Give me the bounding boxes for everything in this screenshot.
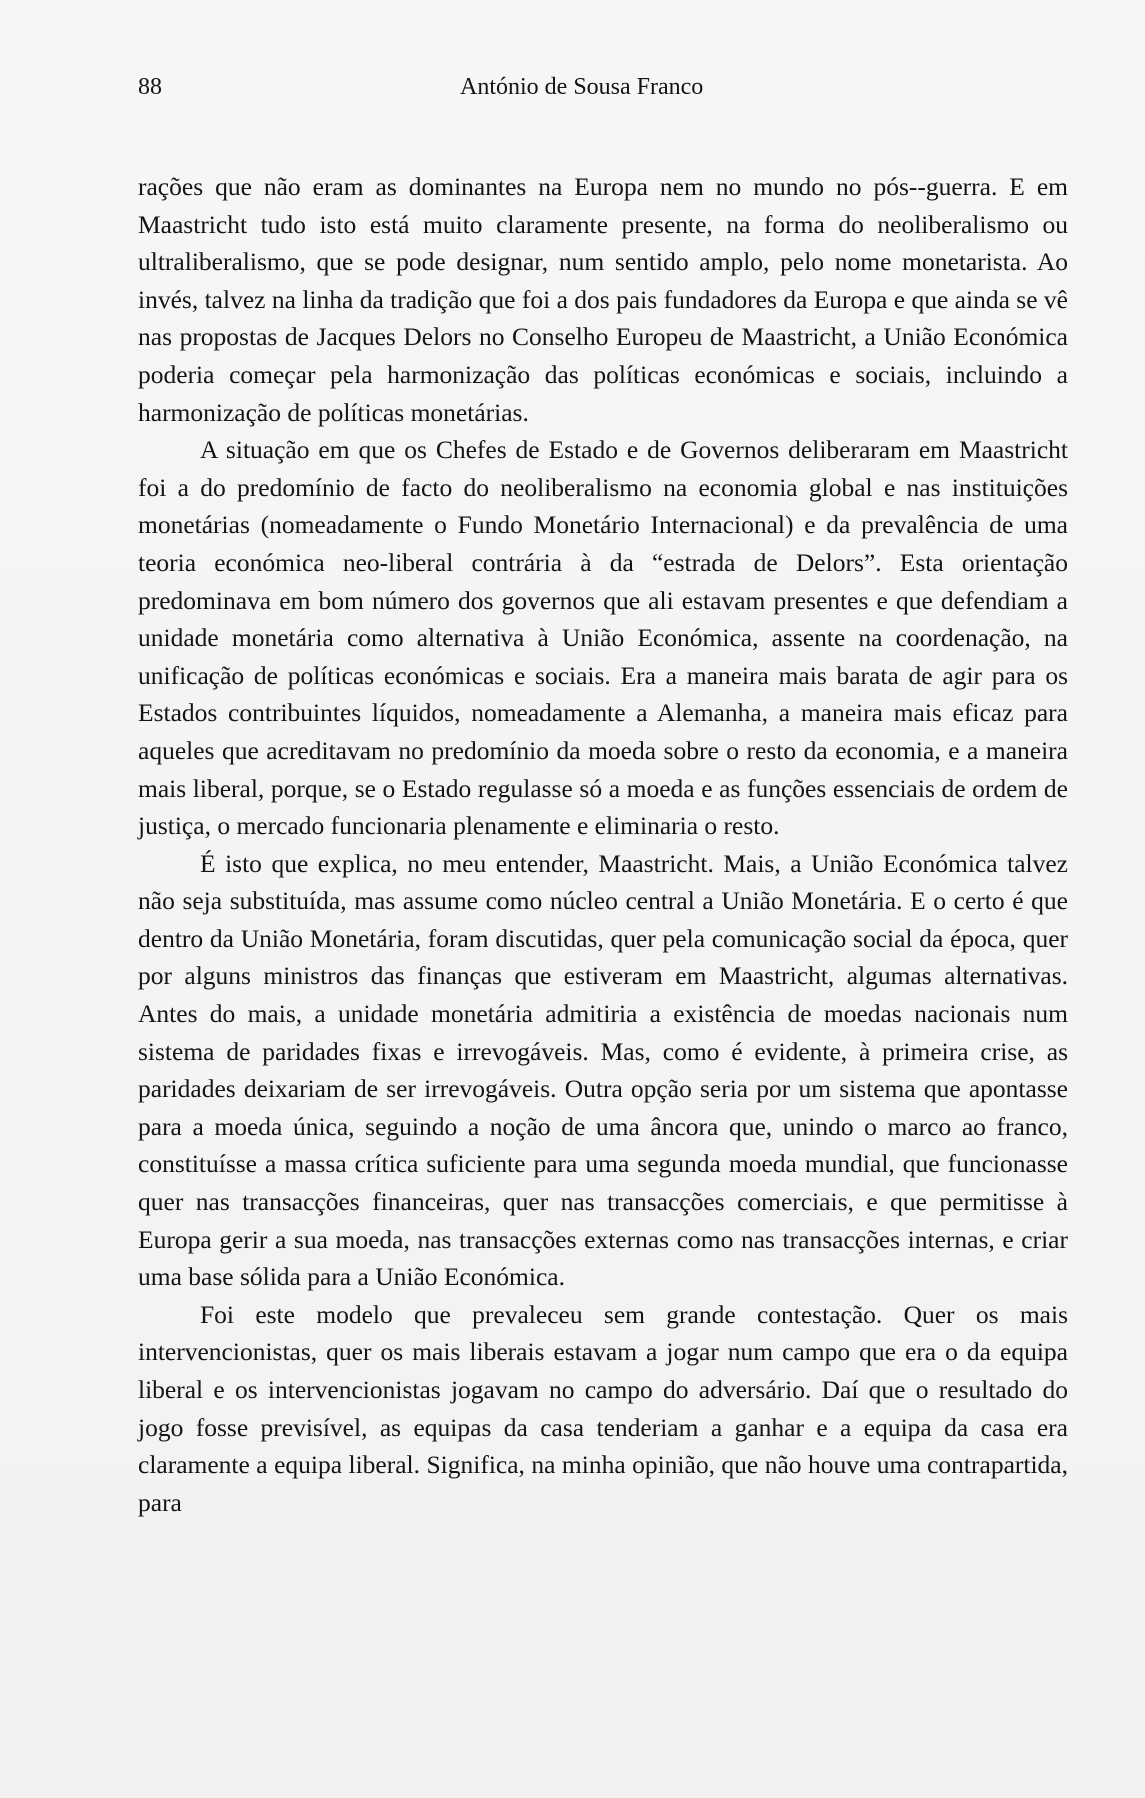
body-text [138,168,1068,1521]
paragraph-1: rações que não eram as dominantes na Europa nem no mundo no pós--guerra. E em Maastricht tudo isto está muito claramente presente, na forma do neoliberalismo ou ultraliberalismo, que se pode designar, num sentido amplo, pelo nome monetarista. Ao invés, talvez na linha da tradição que foi a dos pais fundadores da Europa e que ainda se vê nas propostas de Jacques Delors no Conselho Europeu de Maastricht, a União Económica poderia começar pela harmonização das políticas económicas e sociais, incluindo a harmonização de políticas monetárias. [138,172,1068,427]
paragraph-3: É isto que explica, no meu entender, Maastricht. Mais, a União Económica talvez não seja substituída, mas assume como núcleo central a União Monetária. E o certo é que dentro da União Monetária, foram discutidas, quer pela comunicação social da época, quer por alguns ministros das finanças que estiveram em Maastricht, algumas alternativas. Antes do mais, a unidade monetária admitiria a existência de moedas nacionais num sistema de paridades fixas e irrevogáveis. Mas, como é evidente, à primeira crise, as paridades deixariam de ser irrevogáveis. Outra opção seria por um sistema que apontasse para a moeda única, seguindo a noção de uma âncora que, unindo o marco ao franco, constituísse a massa crítica suficiente para uma segunda moeda mundial, que funcionasse quer nas transacções financeiras, quer nas transacções comerciais, e que permitisse à Europa gerir a sua moeda, nas transacções externas como nas transacções internas, e criar uma base sólida para a União Económica. [138,848,1068,1292]
paragraph-4: Foi este modelo que prevaleceu sem grande contestação. Quer os mais intervencionistas, quer os mais liberais estavam a jogar num campo que era o da equipa liberal e os intervencionistas jogavam no campo do adversário. Daí que o resultado do jogo fosse previsível, as equipas da casa tenderiam a ganhar e a equipa da casa era claramente a equipa liberal. Significa, na minha opinião, que não houve uma contrapartida, para [138,1299,1068,1517]
paragraph-2: A situação em que os Chefes de Estado e de Governos deliberaram em Maastricht foi a do predomínio de facto do neoliberalismo na economia global e nas instituições monetárias (nomeadamente o Fundo Monetário Internacional) e da prevalência de uma teoria económica neo-liberal contrária à da “estrada de Delors”. Esta orientação predominava em bom número dos governos que ali estavam presentes e que defendiam a unidade monetária como alternativa à União Económica, assente na coordenação, na unificação de políticas económicas e sociais. Era a maneira mais barata de agir para os Estados contribuintes líquidos, nomeadamente a Alemanha, a maneira mais eficaz para aqueles que acreditavam no predomínio da moeda sobre o resto da economia, e a maneira mais liberal, porque, se o Estado regulasse só a moeda e as funções essenciais de ordem de justiça, o mercado funcionaria plenamente e eliminaria o resto. [138,435,1068,841]
running-head: António de Sousa Franco [460,74,704,100]
page-number: 88 [138,74,162,100]
page-header [138,70,1068,104]
